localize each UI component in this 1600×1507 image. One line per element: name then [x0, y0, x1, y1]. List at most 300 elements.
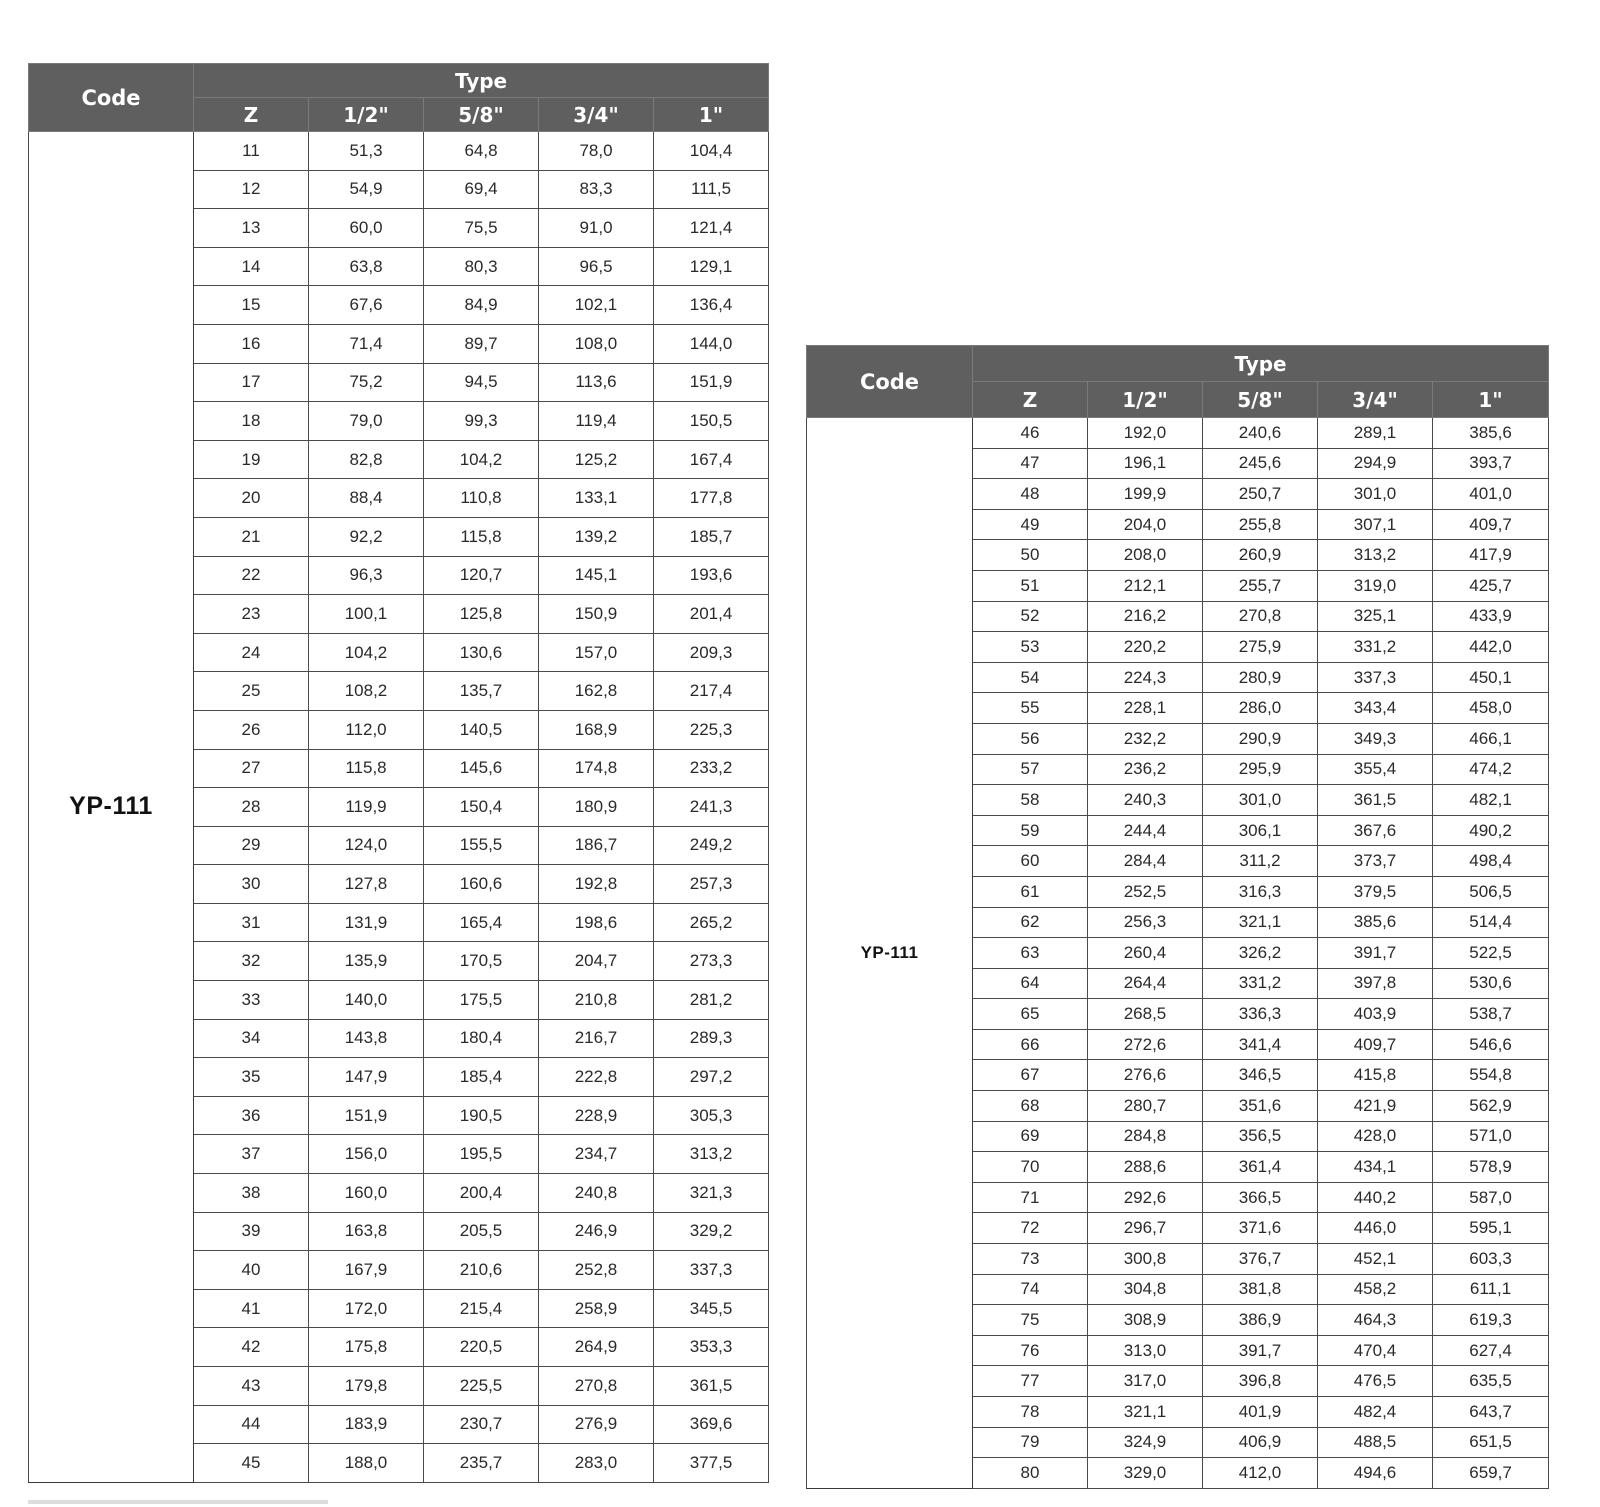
- cell-value: 230,7: [424, 1405, 539, 1444]
- column-header-five-eighths-inch: 5/8": [1203, 382, 1318, 418]
- cell-value: 180,9: [539, 788, 654, 827]
- cell-value: 60,0: [309, 209, 424, 248]
- cell-z: 56: [973, 723, 1088, 754]
- cell-value: 476,5: [1318, 1366, 1433, 1397]
- cell-value: 546,6: [1433, 1029, 1549, 1060]
- cell-value: 185,4: [424, 1058, 539, 1097]
- cell-value: 385,6: [1433, 418, 1549, 449]
- cell-value: 199,9: [1088, 479, 1203, 510]
- cell-z: 64: [973, 968, 1088, 999]
- cell-value: 325,1: [1318, 601, 1433, 632]
- cell-z: 50: [973, 540, 1088, 571]
- cell-value: 538,7: [1433, 999, 1549, 1030]
- cell-value: 174,8: [539, 749, 654, 788]
- cell-value: 144,0: [654, 324, 769, 363]
- cell-value: 140,0: [309, 981, 424, 1020]
- cell-value: 611,1: [1433, 1274, 1549, 1305]
- cell-value: 329,0: [1088, 1458, 1203, 1489]
- cell-value: 446,0: [1318, 1213, 1433, 1244]
- cell-z: 40: [194, 1251, 309, 1290]
- cell-value: 225,5: [424, 1367, 539, 1406]
- cell-value: 155,5: [424, 826, 539, 865]
- cell-value: 482,4: [1318, 1397, 1433, 1428]
- cell-value: 163,8: [309, 1212, 424, 1251]
- cell-z: 49: [973, 509, 1088, 540]
- cell-z: 73: [973, 1244, 1088, 1275]
- cell-value: 209,3: [654, 633, 769, 672]
- cell-value: 125,8: [424, 595, 539, 634]
- cell-value: 433,9: [1433, 601, 1549, 632]
- cell-value: 233,2: [654, 749, 769, 788]
- cell-value: 115,8: [424, 517, 539, 556]
- cell-value: 220,2: [1088, 632, 1203, 663]
- cell-value: 79,0: [309, 402, 424, 441]
- cell-value: 241,3: [654, 788, 769, 827]
- cell-value: 232,2: [1088, 723, 1203, 754]
- cell-value: 458,2: [1318, 1274, 1433, 1305]
- cell-value: 99,3: [424, 402, 539, 441]
- cell-value: 228,1: [1088, 693, 1203, 724]
- cell-value: 204,0: [1088, 509, 1203, 540]
- cell-value: 450,1: [1433, 662, 1549, 693]
- cell-z: 78: [973, 1397, 1088, 1428]
- cell-value: 482,1: [1433, 785, 1549, 816]
- cell-value: 71,4: [309, 324, 424, 363]
- cell-value: 349,3: [1318, 723, 1433, 754]
- cell-z: 70: [973, 1152, 1088, 1183]
- cell-value: 373,7: [1318, 846, 1433, 877]
- cell-value: 190,5: [424, 1096, 539, 1135]
- cell-value: 379,5: [1318, 876, 1433, 907]
- cell-value: 307,1: [1318, 509, 1433, 540]
- cell-value: 264,9: [539, 1328, 654, 1367]
- cell-z: 12: [194, 170, 309, 209]
- cell-value: 119,4: [539, 402, 654, 441]
- cell-value: 409,7: [1318, 1029, 1433, 1060]
- cell-value: 135,7: [424, 672, 539, 711]
- cell-z: 57: [973, 754, 1088, 785]
- cell-z: 14: [194, 247, 309, 286]
- cell-value: 78,0: [539, 132, 654, 171]
- cell-value: 361,5: [1318, 785, 1433, 816]
- cell-value: 108,2: [309, 672, 424, 711]
- cell-value: 265,2: [654, 903, 769, 942]
- cell-z: 77: [973, 1366, 1088, 1397]
- cell-value: 88,4: [309, 479, 424, 518]
- cell-z: 29: [194, 826, 309, 865]
- cell-value: 120,7: [424, 556, 539, 595]
- cell-z: 51: [973, 570, 1088, 601]
- cell-value: 331,2: [1203, 968, 1318, 999]
- cell-z: 72: [973, 1213, 1088, 1244]
- cell-value: 300,8: [1088, 1244, 1203, 1275]
- cell-value: 466,1: [1433, 723, 1549, 754]
- cell-value: 356,5: [1203, 1121, 1318, 1152]
- cell-value: 635,5: [1433, 1366, 1549, 1397]
- cell-value: 104,2: [309, 633, 424, 672]
- cell-value: 104,2: [424, 440, 539, 479]
- cell-value: 168,9: [539, 710, 654, 749]
- cell-value: 252,8: [539, 1251, 654, 1290]
- product-code: YP-111: [807, 418, 973, 1489]
- cell-value: 224,3: [1088, 662, 1203, 693]
- cell-value: 295,9: [1203, 754, 1318, 785]
- cell-value: 659,7: [1433, 1458, 1549, 1489]
- cell-z: 38: [194, 1174, 309, 1213]
- cell-z: 58: [973, 785, 1088, 816]
- type-header: Type: [194, 64, 769, 98]
- cell-value: 319,0: [1318, 570, 1433, 601]
- code-header: Code: [29, 64, 194, 132]
- cell-value: 130,6: [424, 633, 539, 672]
- cell-value: 346,5: [1203, 1060, 1318, 1091]
- cell-value: 401,0: [1433, 479, 1549, 510]
- cell-value: 188,0: [309, 1444, 424, 1483]
- cell-value: 554,8: [1433, 1060, 1549, 1091]
- column-header-three-quarter-inch: 3/4": [539, 98, 654, 132]
- cell-z: 47: [973, 448, 1088, 479]
- cell-value: 386,9: [1203, 1305, 1318, 1336]
- cell-z: 36: [194, 1096, 309, 1135]
- cell-z: 65: [973, 999, 1088, 1030]
- cell-value: 452,1: [1318, 1244, 1433, 1275]
- column-header-one-inch: 1": [654, 98, 769, 132]
- cell-value: 151,9: [654, 363, 769, 402]
- cell-value: 643,7: [1433, 1397, 1549, 1428]
- cell-value: 198,6: [539, 903, 654, 942]
- cell-z: 39: [194, 1212, 309, 1251]
- cell-z: 13: [194, 209, 309, 248]
- cell-value: 249,2: [654, 826, 769, 865]
- cell-value: 603,3: [1433, 1244, 1549, 1275]
- cell-z: 33: [194, 981, 309, 1020]
- cell-value: 284,8: [1088, 1121, 1203, 1152]
- cell-value: 490,2: [1433, 815, 1549, 846]
- cell-value: 156,0: [309, 1135, 424, 1174]
- code-header: Code: [807, 346, 973, 418]
- cell-value: 401,9: [1203, 1397, 1318, 1428]
- cell-value: 89,7: [424, 324, 539, 363]
- cell-value: 294,9: [1318, 448, 1433, 479]
- cell-z: 22: [194, 556, 309, 595]
- cell-value: 530,6: [1433, 968, 1549, 999]
- cell-value: 343,4: [1318, 693, 1433, 724]
- cell-value: 415,8: [1318, 1060, 1433, 1091]
- cell-z: 80: [973, 1458, 1088, 1489]
- cell-value: 391,7: [1318, 938, 1433, 969]
- cell-value: 440,2: [1318, 1182, 1433, 1213]
- table-body: [807, 418, 1549, 1489]
- cell-value: 102,1: [539, 286, 654, 325]
- cell-value: 458,0: [1433, 693, 1549, 724]
- cell-value: 276,9: [539, 1405, 654, 1444]
- cell-value: 172,0: [309, 1289, 424, 1328]
- column-header-half-inch: 1/2": [309, 98, 424, 132]
- cell-value: 205,5: [424, 1212, 539, 1251]
- cell-value: 180,4: [424, 1019, 539, 1058]
- cell-value: 225,3: [654, 710, 769, 749]
- cell-value: 421,9: [1318, 1091, 1433, 1122]
- cell-value: 175,5: [424, 981, 539, 1020]
- cell-value: 651,5: [1433, 1427, 1549, 1458]
- cell-value: 284,4: [1088, 846, 1203, 877]
- cell-value: 234,7: [539, 1135, 654, 1174]
- cell-value: 83,3: [539, 170, 654, 209]
- cell-value: 133,1: [539, 479, 654, 518]
- cell-value: 337,3: [1318, 662, 1433, 693]
- cell-value: 276,6: [1088, 1060, 1203, 1091]
- cell-value: 51,3: [309, 132, 424, 171]
- cell-z: 75: [973, 1305, 1088, 1336]
- column-header-z: Z: [194, 98, 309, 132]
- cell-value: 270,8: [1203, 601, 1318, 632]
- cell-value: 92,2: [309, 517, 424, 556]
- cell-value: 228,9: [539, 1096, 654, 1135]
- cell-value: 272,6: [1088, 1029, 1203, 1060]
- cell-value: 104,4: [654, 132, 769, 171]
- cell-value: 367,6: [1318, 815, 1433, 846]
- divider: [28, 1500, 328, 1504]
- table-row: [29, 132, 769, 171]
- cell-z: 43: [194, 1367, 309, 1406]
- cell-value: 321,1: [1088, 1397, 1203, 1428]
- cell-value: 292,6: [1088, 1182, 1203, 1213]
- cell-z: 41: [194, 1289, 309, 1328]
- cell-value: 84,9: [424, 286, 539, 325]
- cell-z: 59: [973, 815, 1088, 846]
- cell-value: 297,2: [654, 1058, 769, 1097]
- cell-value: 290,9: [1203, 723, 1318, 754]
- cell-z: 53: [973, 632, 1088, 663]
- cell-value: 289,3: [654, 1019, 769, 1058]
- cell-value: 177,8: [654, 479, 769, 518]
- cell-z: 23: [194, 595, 309, 634]
- cell-value: 442,0: [1433, 632, 1549, 663]
- cell-value: 283,0: [539, 1444, 654, 1483]
- cell-value: 195,5: [424, 1135, 539, 1174]
- cell-value: 255,7: [1203, 570, 1318, 601]
- cell-value: 204,7: [539, 942, 654, 981]
- cell-value: 264,4: [1088, 968, 1203, 999]
- cell-value: 311,2: [1203, 846, 1318, 877]
- cell-value: 296,7: [1088, 1213, 1203, 1244]
- column-header-z: Z: [973, 382, 1088, 418]
- column-header-half-inch: 1/2": [1088, 382, 1203, 418]
- cell-value: 385,6: [1318, 907, 1433, 938]
- cell-value: 403,9: [1318, 999, 1433, 1030]
- cell-value: 498,4: [1433, 846, 1549, 877]
- cell-z: 55: [973, 693, 1088, 724]
- cell-value: 260,9: [1203, 540, 1318, 571]
- cell-z: 32: [194, 942, 309, 981]
- cell-value: 124,0: [309, 826, 424, 865]
- cell-value: 115,8: [309, 749, 424, 788]
- cell-value: 131,9: [309, 903, 424, 942]
- cell-value: 250,7: [1203, 479, 1318, 510]
- cell-value: 280,7: [1088, 1091, 1203, 1122]
- cell-value: 186,7: [539, 826, 654, 865]
- cell-z: 74: [973, 1274, 1088, 1305]
- cell-value: 280,9: [1203, 662, 1318, 693]
- cell-value: 571,0: [1433, 1121, 1549, 1152]
- cell-z: 63: [973, 938, 1088, 969]
- cell-value: 619,3: [1433, 1305, 1549, 1336]
- cell-value: 193,6: [654, 556, 769, 595]
- cell-value: 396,8: [1203, 1366, 1318, 1397]
- cell-value: 256,3: [1088, 907, 1203, 938]
- cell-value: 255,8: [1203, 509, 1318, 540]
- cell-value: 240,6: [1203, 418, 1318, 449]
- cell-z: 28: [194, 788, 309, 827]
- cell-value: 244,4: [1088, 815, 1203, 846]
- cell-value: 192,8: [539, 865, 654, 904]
- cell-value: 246,9: [539, 1212, 654, 1251]
- cell-z: 30: [194, 865, 309, 904]
- cell-value: 329,2: [654, 1212, 769, 1251]
- cell-z: 48: [973, 479, 1088, 510]
- cell-value: 397,8: [1318, 968, 1433, 999]
- cell-z: 52: [973, 601, 1088, 632]
- cell-z: 19: [194, 440, 309, 479]
- cell-value: 337,3: [654, 1251, 769, 1290]
- cell-z: 21: [194, 517, 309, 556]
- cell-value: 147,9: [309, 1058, 424, 1097]
- cell-value: 129,1: [654, 247, 769, 286]
- cell-z: 71: [973, 1182, 1088, 1213]
- cell-value: 286,0: [1203, 693, 1318, 724]
- cell-value: 268,5: [1088, 999, 1203, 1030]
- cell-value: 108,0: [539, 324, 654, 363]
- cell-value: 304,8: [1088, 1274, 1203, 1305]
- cell-value: 381,8: [1203, 1274, 1318, 1305]
- cell-value: 94,5: [424, 363, 539, 402]
- cell-value: 216,2: [1088, 601, 1203, 632]
- cell-value: 235,7: [424, 1444, 539, 1483]
- cell-z: 34: [194, 1019, 309, 1058]
- cell-value: 270,8: [539, 1367, 654, 1406]
- cell-value: 125,2: [539, 440, 654, 479]
- cell-value: 210,6: [424, 1251, 539, 1290]
- cell-value: 151,9: [309, 1096, 424, 1135]
- cell-value: 160,0: [309, 1174, 424, 1213]
- cell-value: 341,4: [1203, 1029, 1318, 1060]
- cell-value: 135,9: [309, 942, 424, 981]
- cell-value: 369,6: [654, 1405, 769, 1444]
- cell-z: 60: [973, 846, 1088, 877]
- cell-z: 42: [194, 1328, 309, 1367]
- cell-value: 258,9: [539, 1289, 654, 1328]
- cell-value: 212,1: [1088, 570, 1203, 601]
- cell-value: 165,4: [424, 903, 539, 942]
- cell-value: 80,3: [424, 247, 539, 286]
- cell-value: 240,8: [539, 1174, 654, 1213]
- cell-value: 217,4: [654, 672, 769, 711]
- cell-value: 321,3: [654, 1174, 769, 1213]
- cell-value: 321,1: [1203, 907, 1318, 938]
- cell-value: 412,0: [1203, 1458, 1318, 1489]
- spec-table-right: [806, 345, 1549, 1489]
- cell-value: 355,4: [1318, 754, 1433, 785]
- cell-value: 361,4: [1203, 1152, 1318, 1183]
- cell-z: 25: [194, 672, 309, 711]
- cell-value: 216,7: [539, 1019, 654, 1058]
- cell-value: 127,8: [309, 865, 424, 904]
- cell-value: 257,3: [654, 865, 769, 904]
- cell-value: 289,1: [1318, 418, 1433, 449]
- cell-z: 11: [194, 132, 309, 171]
- cell-value: 273,3: [654, 942, 769, 981]
- cell-z: 66: [973, 1029, 1088, 1060]
- cell-value: 157,0: [539, 633, 654, 672]
- cell-value: 417,9: [1433, 540, 1549, 571]
- cell-value: 136,4: [654, 286, 769, 325]
- cell-value: 313,0: [1088, 1335, 1203, 1366]
- cell-value: 119,9: [309, 788, 424, 827]
- cell-value: 301,0: [1203, 785, 1318, 816]
- cell-value: 75,2: [309, 363, 424, 402]
- cell-z: 20: [194, 479, 309, 518]
- cell-z: 67: [973, 1060, 1088, 1091]
- cell-value: 494,6: [1318, 1458, 1433, 1489]
- cell-value: 376,7: [1203, 1244, 1318, 1275]
- cell-value: 160,6: [424, 865, 539, 904]
- cell-value: 113,6: [539, 363, 654, 402]
- cell-value: 245,6: [1203, 448, 1318, 479]
- cell-value: 587,0: [1433, 1182, 1549, 1213]
- cell-value: 275,9: [1203, 632, 1318, 663]
- cell-value: 366,5: [1203, 1182, 1318, 1213]
- cell-z: 68: [973, 1091, 1088, 1122]
- cell-value: 111,5: [654, 170, 769, 209]
- cell-value: 67,6: [309, 286, 424, 325]
- cell-value: 200,4: [424, 1174, 539, 1213]
- cell-value: 428,0: [1318, 1121, 1433, 1152]
- cell-value: 96,3: [309, 556, 424, 595]
- cell-z: 27: [194, 749, 309, 788]
- cell-value: 514,4: [1433, 907, 1549, 938]
- cell-value: 91,0: [539, 209, 654, 248]
- cell-z: 18: [194, 402, 309, 441]
- table-body: [29, 132, 769, 1483]
- cell-z: 16: [194, 324, 309, 363]
- cell-value: 371,6: [1203, 1213, 1318, 1244]
- cell-z: 61: [973, 876, 1088, 907]
- spec-table-left: [28, 63, 769, 1483]
- cell-value: 578,9: [1433, 1152, 1549, 1183]
- cell-value: 336,3: [1203, 999, 1318, 1030]
- cell-value: 100,1: [309, 595, 424, 634]
- cell-value: 409,7: [1433, 509, 1549, 540]
- cell-z: 46: [973, 418, 1088, 449]
- cell-value: 313,2: [654, 1135, 769, 1174]
- cell-value: 201,4: [654, 595, 769, 634]
- cell-value: 240,3: [1088, 785, 1203, 816]
- cell-value: 192,0: [1088, 418, 1203, 449]
- cell-value: 140,5: [424, 710, 539, 749]
- cell-value: 595,1: [1433, 1213, 1549, 1244]
- column-header-five-eighths-inch: 5/8": [424, 98, 539, 132]
- cell-value: 167,9: [309, 1251, 424, 1290]
- cell-z: 26: [194, 710, 309, 749]
- cell-z: 62: [973, 907, 1088, 938]
- cell-value: 288,6: [1088, 1152, 1203, 1183]
- cell-value: 317,0: [1088, 1366, 1203, 1397]
- cell-z: 44: [194, 1405, 309, 1444]
- cell-z: 15: [194, 286, 309, 325]
- column-header-one-inch: 1": [1433, 382, 1549, 418]
- cell-value: 170,5: [424, 942, 539, 981]
- cell-z: 24: [194, 633, 309, 672]
